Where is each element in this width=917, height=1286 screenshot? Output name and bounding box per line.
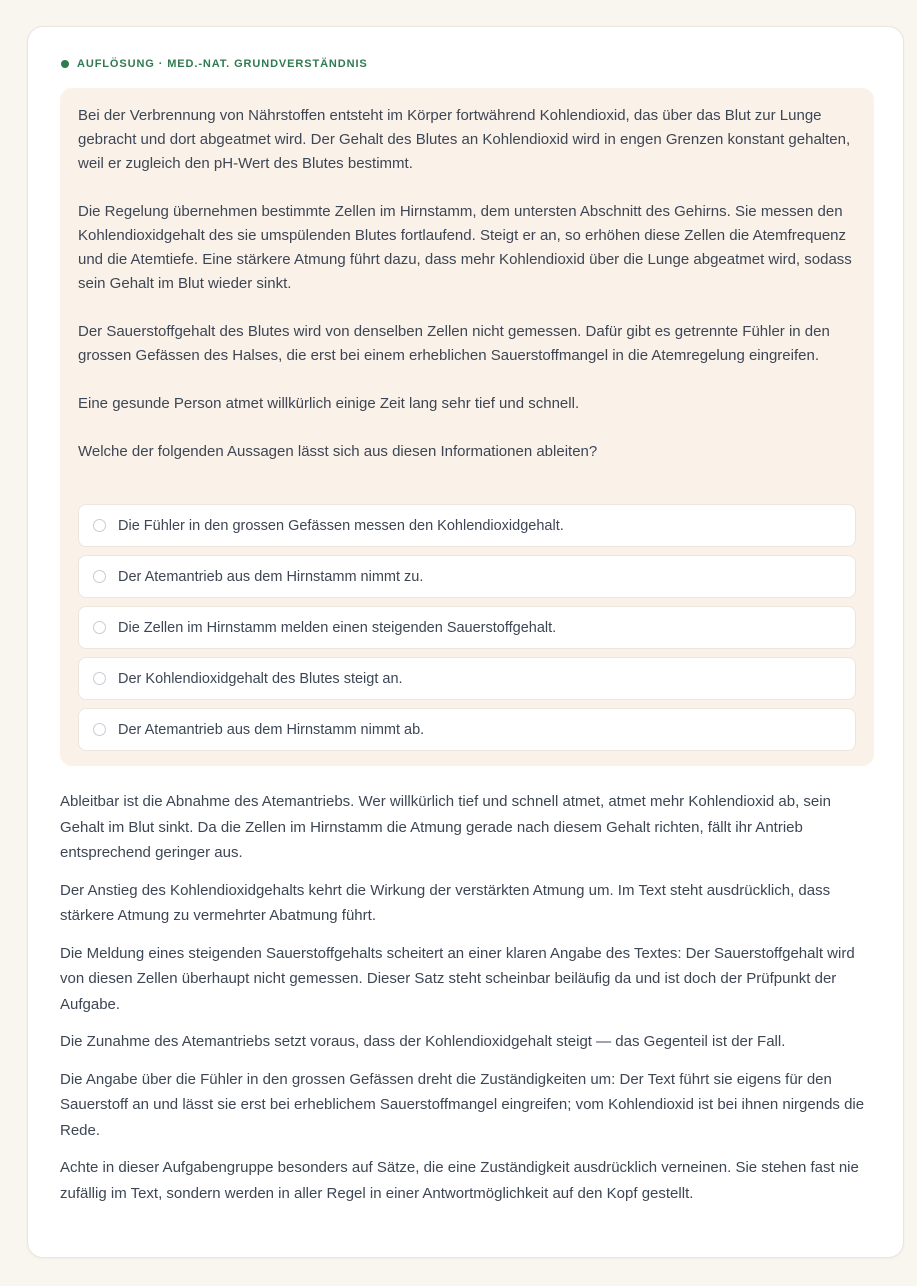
explanation-paragraph: Ableitbar ist die Abnahme des Atemantriebs. Wer willkürlich tief und schnell atmet, atmet mehr Kohlendioxid ab, sein Gehalt im Blut sinkt. Da die Zellen im Hirnstamm die Atmung gerade nach diesem Gehalt richten, fällt ihr Antrieb entsprechend geringer aus. bbox=[60, 793, 831, 861]
answer-option-label: Der Atemantrieb aus dem Hirnstamm nimmt ab. bbox=[118, 721, 425, 738]
radio-circle-icon[interactable] bbox=[93, 723, 106, 736]
status-dot-icon bbox=[61, 60, 69, 68]
explanation-paragraph: Die Angabe über die Fühler in den grossen Gefässen dreht die Zuständigkeiten um: Der Text führt sie eigens für den Sauerstoff an und lässt sie erst bei erheblichem Sauerstoffmangel eingreifen; vom Kohlendioxid ist bei ihnen nirgends die Rede. bbox=[60, 1070, 865, 1139]
radio-circle-icon[interactable] bbox=[93, 621, 106, 634]
explanation-paragraph: Die Meldung eines steigenden Sauerstoffgehalts scheitert an einer klaren Angabe des Textes: Der Sauerstoffgehalt wird von diesen Zellen überhaupt nicht gemessen. Dieser Satz steht scheinbar beiläufig da und ist doch der Prüfpunkt der Aufgabe. bbox=[60, 944, 855, 1013]
answer-option-2[interactable] bbox=[78, 555, 856, 598]
explanation-tip: Achte in dieser Aufgabengruppe besonders auf Sätze, die eine Zuständigkeit ausdrücklich verneinen. Sie stehen fast nie zufällig im Text, sondern werden in aller Regel in einer Antwortmöglichkeit auf den Kopf gestellt. bbox=[60, 1159, 859, 1202]
answer-option-label: Der Atemantrieb aus dem Hirnstamm nimmt zu. bbox=[118, 568, 424, 585]
radio-circle-icon[interactable] bbox=[93, 570, 106, 583]
radio-circle-icon[interactable] bbox=[93, 672, 106, 685]
answer-option-label: Der Kohlendioxidgehalt des Blutes steigt an. bbox=[118, 670, 403, 687]
question-prompt: Welche der folgenden Aussagen lässt sich aus diesen Informationen ableiten? bbox=[78, 443, 598, 460]
answer-option-3[interactable] bbox=[78, 606, 856, 649]
passage-paragraph: Der Sauerstoffgehalt des Blutes wird von denselben Zellen nicht gemessen. Dafür gibt es getrennte Fühler in den grossen Gefässen des Halses, die erst bei einem erheblichen Sauerstoffmangel in die Atemregelung eingreifen. bbox=[78, 323, 830, 364]
answer-option-label: Die Fühler in den grossen Gefässen messen den Kohlendioxidgehalt. bbox=[118, 517, 564, 534]
answer-option-5[interactable] bbox=[78, 708, 856, 751]
passage-paragraph: Die Regelung übernehmen bestimmte Zellen im Hirnstamm, dem untersten Abschnitt des Gehirns. Sie messen den Kohlendioxidgehalt des sie umspülenden Blutes fortlaufend. Steigt er an, so erhöhen diese Zellen die Atemfrequenz und die Atemtiefe. Eine stärkere Atmung führt dazu, dass mehr Kohlendioxid über die Lunge abgeatmet wird, sodass sein Gehalt im Blut wieder sinkt. bbox=[78, 203, 852, 292]
explanation-paragraph: Der Anstieg des Kohlendioxidgehalts kehrt die Wirkung der verstärkten Atmung um. Im Text steht ausdrücklich, dass stärkere Atmung zu vermehrter Abatmung führt. bbox=[60, 881, 831, 924]
answer-option-4[interactable] bbox=[78, 657, 856, 700]
passage-paragraph: Bei der Verbrennung von Nährstoffen entsteht im Körper fortwährend Kohlendioxid, das über das Blut zur Lunge gebracht und dort abgeatmet wird. Der Gehalt des Blutes an Kohlendioxid wird in engen Grenzen konstant gehalten, weil er zugleich den pH-Wert des Blutes bestimmt. bbox=[78, 107, 851, 172]
section-header bbox=[61, 58, 368, 70]
answer-option-1[interactable] bbox=[78, 504, 856, 547]
explanation-text bbox=[60, 789, 876, 1218]
question-passage bbox=[60, 88, 874, 766]
section-label: AUFLÖSUNG · MED.-NAT. GRUNDVERSTÄNDNIS bbox=[77, 58, 368, 70]
answer-options bbox=[78, 504, 856, 759]
explanation-paragraph: Die Zunahme des Atemantriebs setzt voraus, dass der Kohlendioxidgehalt steigt — das Gegenteil ist der Fall. bbox=[60, 1033, 786, 1050]
answer-option-label: Die Zellen im Hirnstamm melden einen steigenden Sauerstoffgehalt. bbox=[118, 619, 557, 636]
radio-circle-icon[interactable] bbox=[93, 519, 106, 532]
passage-paragraph: Eine gesunde Person atmet willkürlich einige Zeit lang sehr tief und schnell. bbox=[78, 395, 580, 412]
solution-card bbox=[27, 26, 904, 1258]
